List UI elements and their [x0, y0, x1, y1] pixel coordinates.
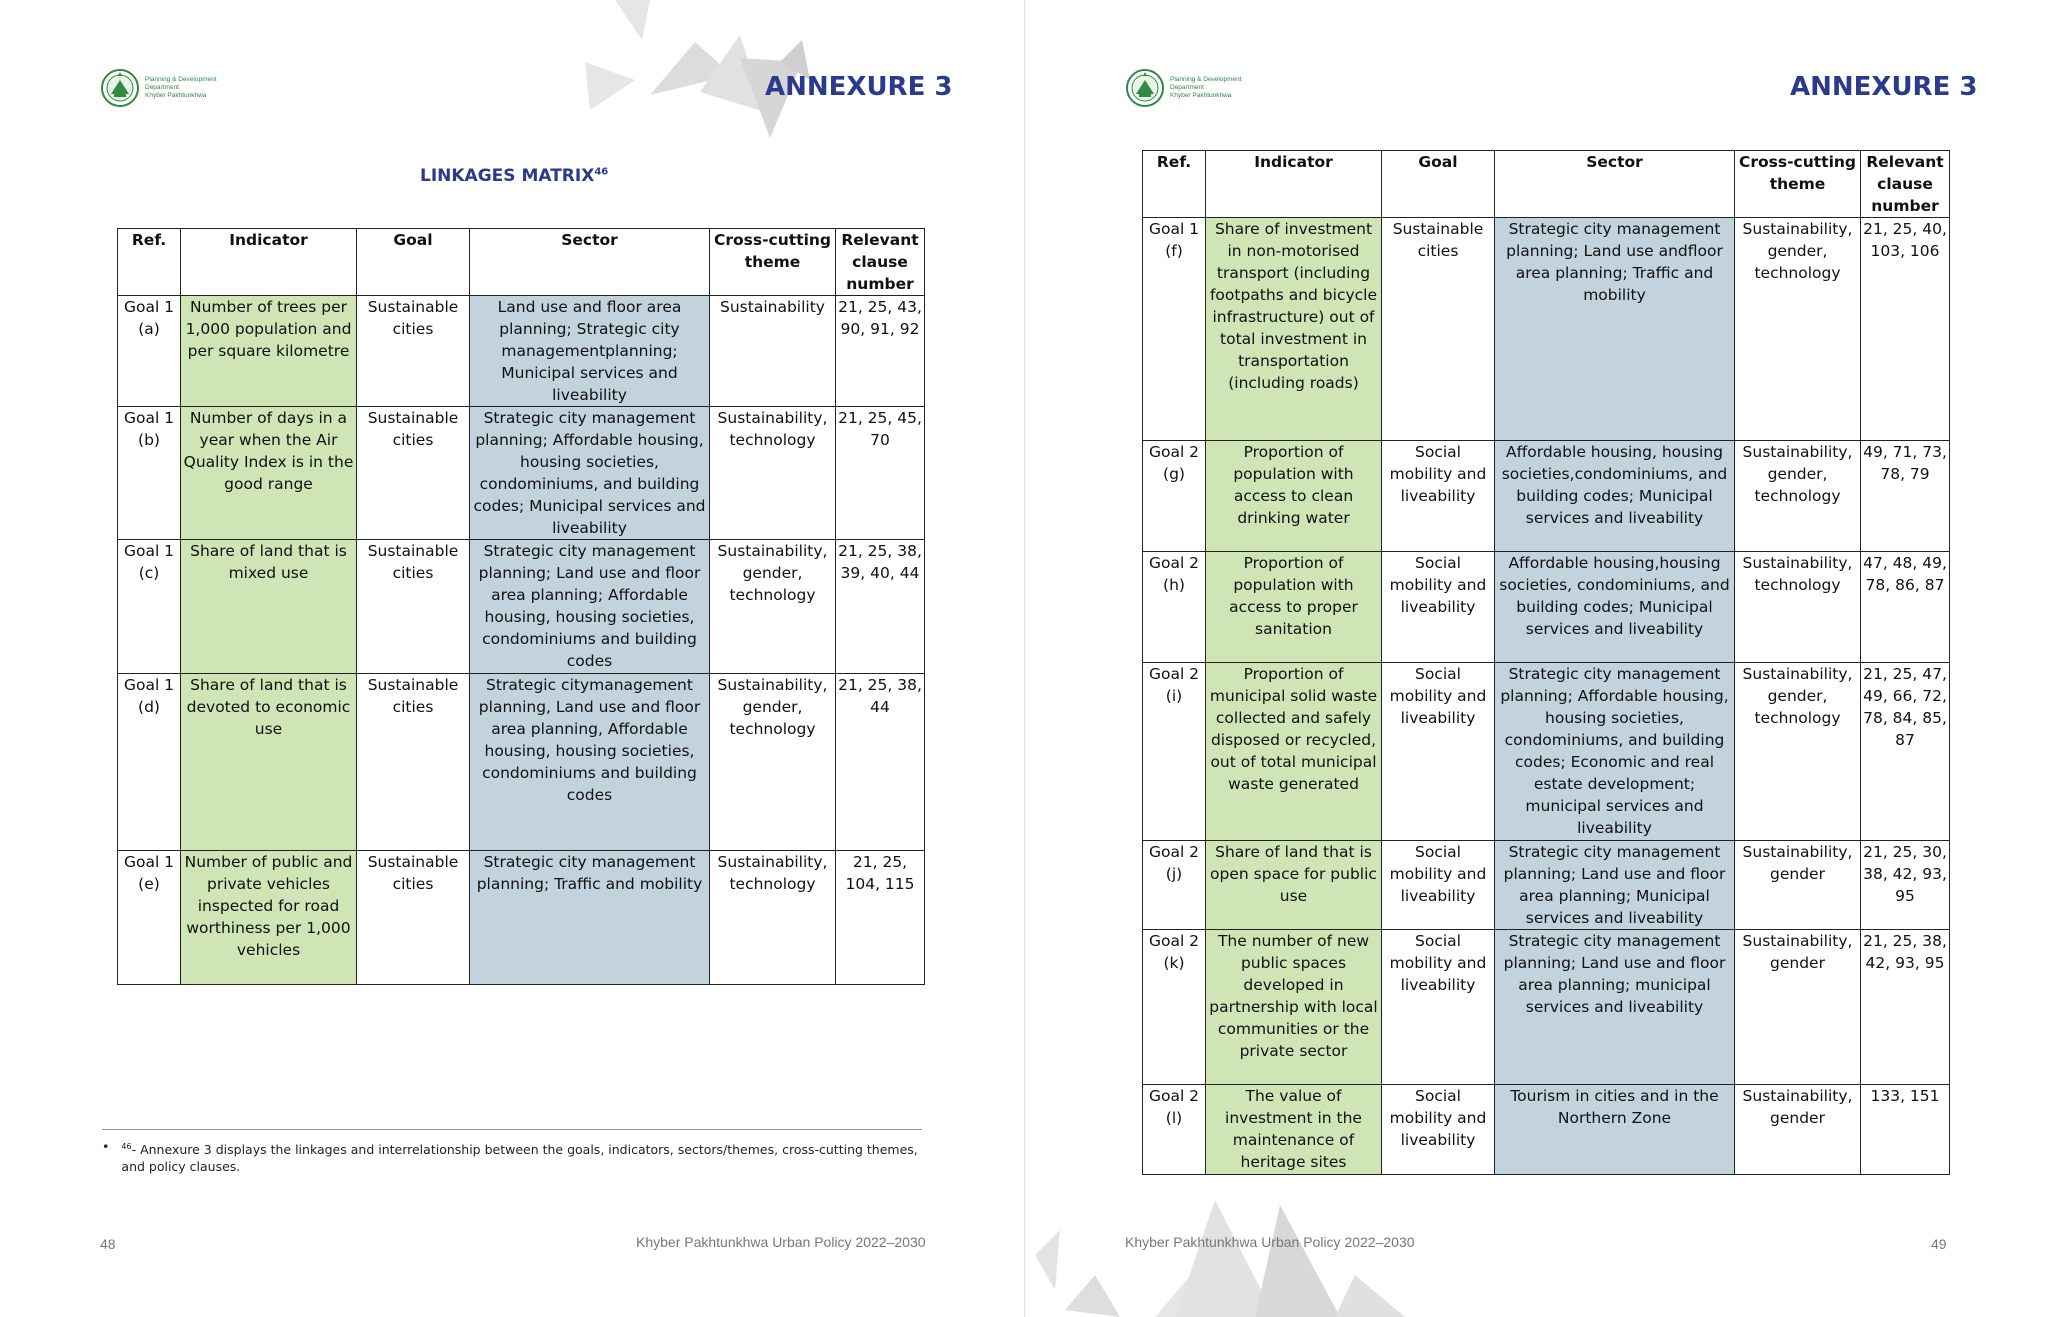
column-header-clause: Relevant clause number	[836, 229, 925, 296]
indicator-cell: Share of land that is open space for public use	[1206, 841, 1382, 930]
linkages-matrix-table	[117, 228, 925, 985]
table-row	[118, 674, 925, 851]
indicator-cell: Share of investment in non-motorised transport (including footpaths and bicycle infrastructure) out of total investment in transportation (including roads)	[1206, 218, 1382, 441]
footnote	[102, 1138, 932, 1175]
theme-cell: Sustainability, technology	[710, 851, 836, 985]
sector-cell: Strategic city management planning; Traffic and mobility	[470, 851, 710, 985]
ref-cell: Goal 1 (e)	[118, 851, 181, 985]
indicator-cell: The number of new public spaces developed in partnership with local communities or the private sector	[1206, 930, 1382, 1085]
ref-cell: Goal 2 (l)	[1143, 1085, 1206, 1175]
footnote-text: - Annexure 3 displays the linkages and interrelationship between the goals, indicators, sectors/themes, cross-cutting themes, and policy clauses.	[121, 1142, 918, 1175]
ref-cell: Goal 2 (g)	[1143, 441, 1206, 552]
clause-cell: 21, 25, 38, 44	[836, 674, 925, 851]
ref-cell: Goal 2 (j)	[1143, 841, 1206, 930]
sector-cell: Affordable housing, housing societies,condominiums, and building codes; Municipal services and liveability	[1495, 441, 1735, 552]
indicator-cell: Proportion of population with access to clean drinking water	[1206, 441, 1382, 552]
sector-cell: Strategic city management planning; Land use and floor area planning; Affordable housing, housing societies, condominiums and building codes	[470, 540, 710, 674]
theme-cell: Sustainability, gender, technology	[1735, 441, 1861, 552]
page-number: 49	[1931, 1236, 1947, 1252]
ref-cell: Goal 1 (d)	[118, 674, 181, 851]
theme-cell: Sustainability, gender, technology	[710, 674, 836, 851]
goal-cell: Social mobility and liveability	[1382, 930, 1495, 1085]
department-line-1: Planning & Development	[145, 76, 217, 83]
theme-cell: Sustainability, technology	[1735, 552, 1861, 663]
sector-cell: Affordable housing,housing societies, condominiums, and building codes; Municipal services and liveability	[1495, 552, 1735, 663]
kp-government-emblem-icon	[1125, 68, 1165, 108]
column-header-ref: Ref.	[118, 229, 181, 296]
ref-cell: Goal 1 (b)	[118, 407, 181, 540]
matrix-title-footnote-ref: 46	[594, 166, 609, 178]
goal-cell: Social mobility and liveability	[1382, 663, 1495, 841]
theme-cell: Sustainability, gender	[1735, 1085, 1861, 1175]
department-name	[1170, 76, 1242, 100]
department-line-3: Khyber Pakhtunkhwa	[145, 92, 207, 99]
table-header-row	[1143, 151, 1950, 218]
sector-cell: Strategic city management planning; Land use andfloor area planning; Traffic and mobility	[1495, 218, 1735, 441]
footnote-bullet: •	[102, 1139, 110, 1154]
column-header-goal: Goal	[1382, 151, 1495, 218]
footnote-body	[121, 1138, 932, 1175]
column-header-sector: Sector	[1495, 151, 1735, 218]
column-header-indicator: Indicator	[1206, 151, 1382, 218]
table-row	[1143, 930, 1950, 1085]
footnote-divider	[102, 1129, 922, 1130]
sector-cell: Strategic city management planning; Land use and floor area planning; municipal services and liveability	[1495, 930, 1735, 1085]
clause-cell: 133, 151	[1861, 1085, 1950, 1175]
column-header-goal: Goal	[357, 229, 470, 296]
department-name	[145, 76, 217, 100]
column-header-theme: Cross-cutting theme	[710, 229, 836, 296]
department-logo	[100, 68, 217, 108]
matrix-title-text: LINKAGES MATRIX	[420, 166, 595, 186]
theme-cell: Sustainability	[710, 296, 836, 407]
annexure-heading: ANNEXURE 3	[1790, 72, 1978, 102]
column-header-indicator: Indicator	[181, 229, 357, 296]
clause-cell: 49, 71, 73, 78, 79	[1861, 441, 1950, 552]
column-header-clause: Relevant clause number	[1861, 151, 1950, 218]
goal-cell: Sustainable cities	[357, 851, 470, 985]
department-logo	[1125, 68, 1242, 108]
kp-government-emblem-icon	[100, 68, 140, 108]
clause-cell: 21, 25, 38, 39, 40, 44	[836, 540, 925, 674]
page-49	[1024, 0, 2048, 1317]
department-line-1: Planning & Development	[1170, 76, 1242, 83]
footer-title: Khyber Pakhtunkhwa Urban Policy 2022–2030	[636, 1234, 926, 1250]
table-row	[1143, 1085, 1950, 1175]
footnote-number: 46	[121, 1142, 132, 1151]
indicator-cell: Number of public and private vehicles inspected for road worthiness per 1,000 vehicles	[181, 851, 357, 985]
table-row	[118, 540, 925, 674]
clause-cell: 21, 25, 38, 42, 93, 95	[1861, 930, 1950, 1085]
goal-cell: Social mobility and liveability	[1382, 552, 1495, 663]
ref-cell: Goal 2 (i)	[1143, 663, 1206, 841]
column-header-ref: Ref.	[1143, 151, 1206, 218]
table-row	[1143, 663, 1950, 841]
table-row	[1143, 552, 1950, 663]
goal-cell: Sustainable cities	[1382, 218, 1495, 441]
clause-cell: 21, 25, 40, 103, 106	[1861, 218, 1950, 441]
indicator-cell: Number of trees per 1,000 population and per square kilometre	[181, 296, 357, 407]
linkages-matrix-table-continued	[1142, 150, 1950, 1175]
table-header-row	[118, 229, 925, 296]
clause-cell: 21, 25, 30, 38, 42, 93, 95	[1861, 841, 1950, 930]
table-row	[118, 296, 925, 407]
table-row	[1143, 441, 1950, 552]
sector-cell: Strategic city management planning; Affordable housing, housing societies, condominiums, and building codes; Economic and real estate development; municipal services and liveability	[1495, 663, 1735, 841]
goal-cell: Sustainable cities	[357, 674, 470, 851]
clause-cell: 21, 25, 45, 70	[836, 407, 925, 540]
ref-cell: Goal 1 (f)	[1143, 218, 1206, 441]
annexure-heading: ANNEXURE 3	[765, 72, 953, 102]
ref-cell: Goal 2 (h)	[1143, 552, 1206, 663]
table-row	[118, 851, 925, 985]
table-row	[1143, 841, 1950, 930]
page-number: 48	[100, 1236, 116, 1252]
clause-cell: 21, 25, 43, 90, 91, 92	[836, 296, 925, 407]
theme-cell: Sustainability, gender, technology	[1735, 218, 1861, 441]
ref-cell: Goal 2 (k)	[1143, 930, 1206, 1085]
department-line-3: Khyber Pakhtunkhwa	[1170, 92, 1232, 99]
column-header-theme: Cross-cutting theme	[1735, 151, 1861, 218]
indicator-cell: Number of days in a year when the Air Quality Index is in the good range	[181, 407, 357, 540]
sector-cell: Strategic citymanagement planning, Land use and floor area planning, Affordable housing, housing societies, condominiums and building codes	[470, 674, 710, 851]
sector-cell: Strategic city management planning; Land use and floor area planning; Municipal services and liveability	[1495, 841, 1735, 930]
column-header-sector: Sector	[470, 229, 710, 296]
theme-cell: Sustainability, technology	[710, 407, 836, 540]
indicator-cell: Share of land that is devoted to economic use	[181, 674, 357, 851]
indicator-cell: Proportion of municipal solid waste collected and safely disposed or recycled, out of total municipal waste generated	[1206, 663, 1382, 841]
goal-cell: Sustainable cities	[357, 296, 470, 407]
goal-cell: Social mobility and liveability	[1382, 1085, 1495, 1175]
matrix-title	[420, 166, 608, 186]
ref-cell: Goal 1 (c)	[118, 540, 181, 674]
table-row	[1143, 218, 1950, 441]
department-line-2: Department	[145, 84, 179, 91]
table-row	[118, 407, 925, 540]
footer-title: Khyber Pakhtunkhwa Urban Policy 2022–2030	[1125, 1234, 1415, 1250]
goal-cell: Social mobility and liveability	[1382, 441, 1495, 552]
clause-cell: 21, 25, 104, 115	[836, 851, 925, 985]
theme-cell: Sustainability, gender	[1735, 841, 1861, 930]
goal-cell: Sustainable cities	[357, 540, 470, 674]
clause-cell: 21, 25, 47, 49, 66, 72, 78, 84, 85, 87	[1861, 663, 1950, 841]
indicator-cell: Proportion of population with access to proper sanitation	[1206, 552, 1382, 663]
ref-cell: Goal 1 (a)	[118, 296, 181, 407]
goal-cell: Sustainable cities	[357, 407, 470, 540]
sector-cell: Strategic city management planning; Affordable housing, housing societies, condominiums, and building codes; Municipal services and liveability	[470, 407, 710, 540]
sector-cell: Land use and floor area planning; Strategic city managementplanning; Municipal services and liveability	[470, 296, 710, 407]
theme-cell: Sustainability, gender, technology	[710, 540, 836, 674]
theme-cell: Sustainability, gender, technology	[1735, 663, 1861, 841]
sector-cell: Tourism in cities and in the Northern Zone	[1495, 1085, 1735, 1175]
clause-cell: 47, 48, 49, 78, 86, 87	[1861, 552, 1950, 663]
indicator-cell: The value of investment in the maintenance of heritage sites	[1206, 1085, 1382, 1175]
department-line-2: Department	[1170, 84, 1204, 91]
theme-cell: Sustainability, gender	[1735, 930, 1861, 1085]
goal-cell: Social mobility and liveability	[1382, 841, 1495, 930]
indicator-cell: Share of land that is mixed use	[181, 540, 357, 674]
